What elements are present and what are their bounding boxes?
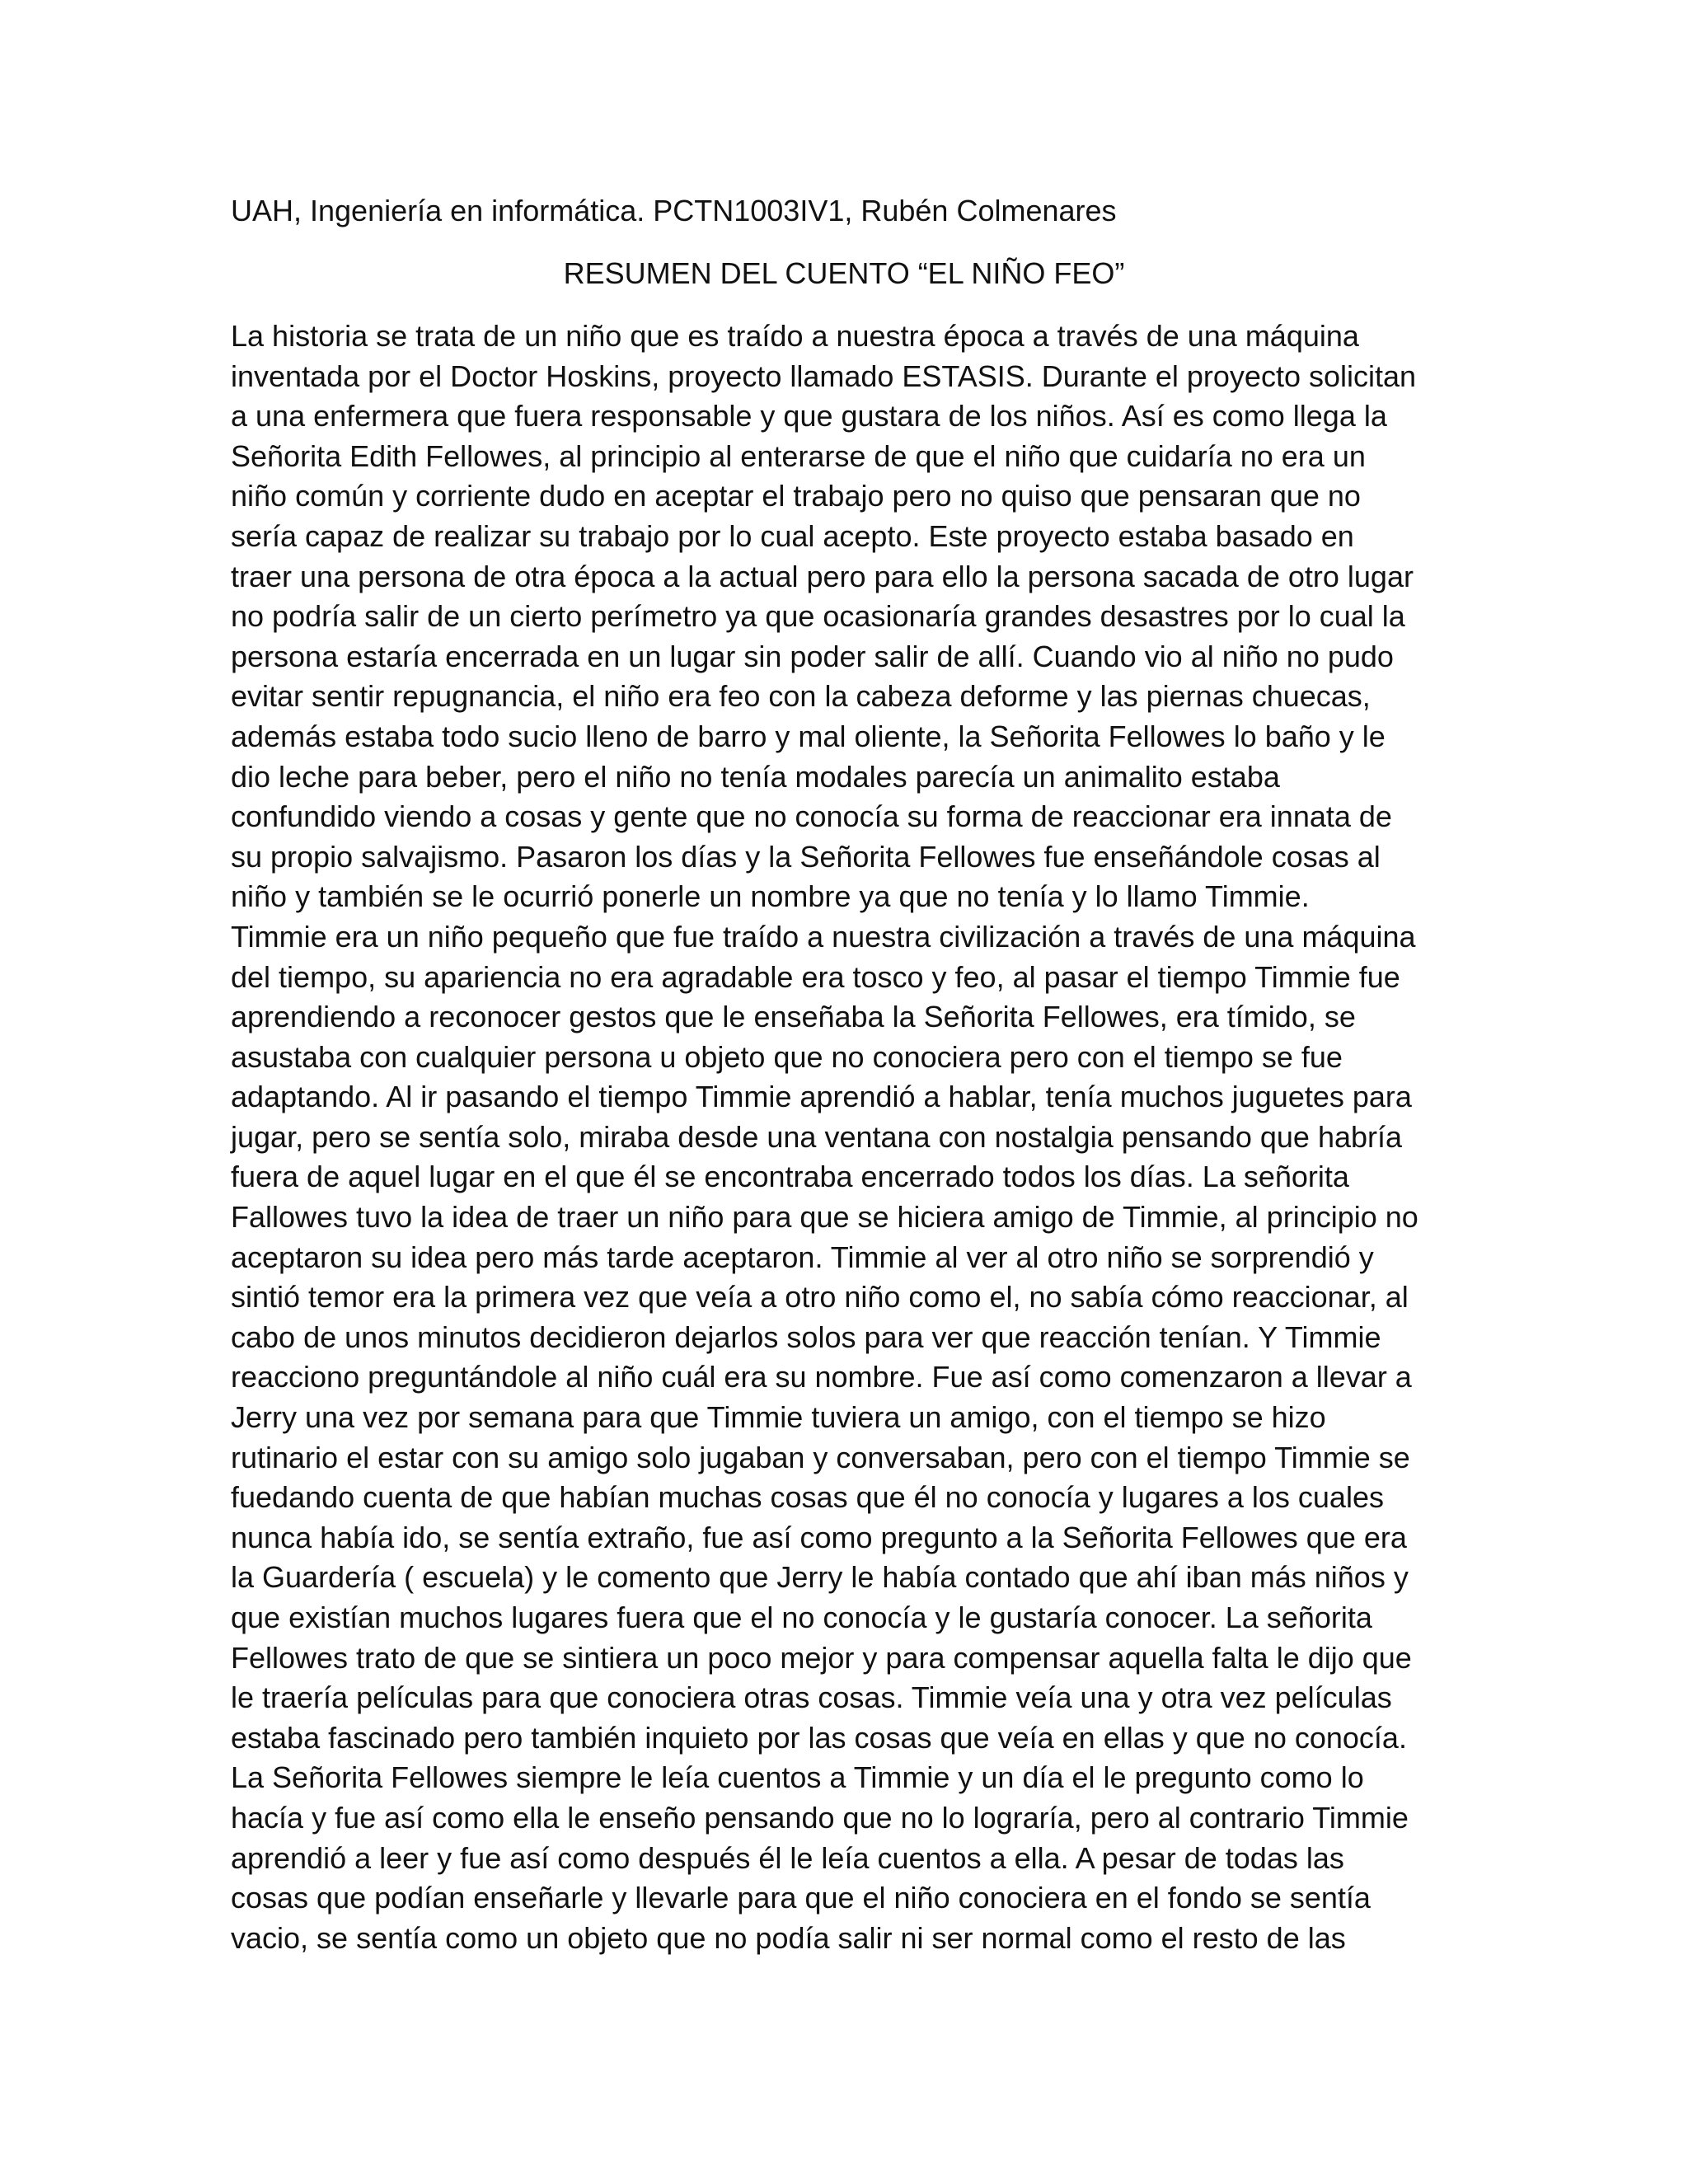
document-body — [231, 316, 1467, 1958]
body-line: estaba fascinado pero también inquieto por las cosas que veía en ellas y que no conocía. — [231, 1720, 1407, 1755]
body-line: Jerry una vez por semana para que Timmie tuviera un amigo, con el tiempo se hizo — [231, 1400, 1326, 1435]
body-line: La Señorita Fellowes siempre le leía cuentos a Timmie y un día el le pregunto como lo — [231, 1760, 1364, 1795]
body-line: hacía y fue así como ella le enseño pensando que no lo lograría, pero al contrario Timmie — [231, 1800, 1409, 1835]
body-line: Fellowes trato de que se sintiera un poco mejor y para compensar aquella falta le dijo que — [231, 1640, 1412, 1675]
body-line: niño y también se le ocurrió ponerle un nombre ya que no tenía y lo llamo Timmie. — [231, 879, 1310, 914]
body-line: aprendió a leer y fue así como después él le leía cuentos a ella. A pesar de todas las — [231, 1840, 1344, 1875]
body-line: le traería películas para que conociera otras cosas. Timmie veía una y otra vez películas — [231, 1680, 1392, 1715]
body-line: nunca había ido, se sentía extraño, fue así como pregunto a la Señorita Fellowes que era — [231, 1520, 1407, 1554]
body-line: persona estaría encerrada en un lugar sin poder salir de allí. Cuando vio al niño no pudo — [231, 639, 1394, 673]
body-line: reacciono preguntándole al niño cuál era su nombre. Fue así como comenzaron a llevar a — [231, 1360, 1412, 1394]
body-line: que existían muchos lugares fuera que el no conocía y le gustaría conocer. La señorita — [231, 1601, 1372, 1634]
document-title: RESUMEN DEL CUENTO “EL NIÑO FEO” — [563, 256, 1125, 290]
body-line: evitar sentir repugnancia, el niño era feo con la cabeza deforme y las piernas chuecas, — [231, 679, 1371, 714]
body-line: sintió temor era la primera vez que veía a otro niño como el, no sabía cómo reaccionar, al — [231, 1280, 1409, 1315]
body-line: jugar, pero se sentía solo, miraba desde una ventana con nostalgia pensando que habría — [231, 1119, 1403, 1154]
body-line: aprendiendo a reconocer gestos que le enseñaba la Señorita Fellowes, era tímido, se — [231, 1000, 1356, 1034]
body-line: cabo de unos minutos decidieron dejarlos solos para ver que reacción tenían. Y Timmie — [231, 1319, 1381, 1354]
body-line: Timmie era un niño pequeño que fue traído a nuestra civilización a través de una máquina — [231, 919, 1416, 954]
body-line: su propio salvajismo. Pasaron los días y la Señorita Fellowes fue enseñándole cosas al — [231, 839, 1381, 874]
body-line: niño común y corriente dudo en aceptar el trabajo pero no quiso que pensaran que no — [231, 479, 1361, 513]
body-line: dio leche para beber, pero el niño no tenía modales parecía un animalito estaba — [231, 759, 1280, 794]
body-line: Fallowes tuvo la idea de traer un niño para que se hiciera amigo de Timmie, al principio no — [231, 1200, 1418, 1235]
body-line: no podría salir de un cierto perímetro ya que ocasionaría grandes desastres por lo cual la — [231, 599, 1405, 634]
body-line: adaptando. Al ir pasando el tiempo Timmie aprendió a hablar, tenía muchos juguetes para — [231, 1080, 1412, 1114]
body-line: fuedando cuenta de que habían muchas cosas que él no conocía y lugares a los cuales — [231, 1480, 1384, 1515]
body-line: La historia se trata de un niño que es traído a nuestra época a través de una máquina — [231, 319, 1359, 353]
body-line: confundido viendo a cosas y gente que no conocía su forma de reaccionar era innata de — [231, 799, 1392, 834]
body-line: la Guardería ( escuela) y le comento que Jerry le había contado que ahí iban más niños y — [231, 1560, 1409, 1595]
body-line: a una enfermera que fuera responsable y que gustara de los niños. Así es como llega la — [231, 399, 1387, 434]
document-header: UAH, Ingeniería en informática. PCTN1003IV1, Rubén Colmenares — [231, 194, 1117, 227]
body-line: cosas que podían enseñarle y llevarle para que el niño conociera en el fondo se sentía — [231, 1881, 1371, 1915]
body-line: asustaba con cualquier persona u objeto que no conociera pero con el tiempo se fue — [231, 1039, 1343, 1074]
body-line: Señorita Edith Fellowes, al principio al enterarse de que el niño que cuidaría no era un — [231, 438, 1366, 473]
body-line: además estaba todo sucio lleno de barro y mal oliente, la Señorita Fellowes lo baño y le — [231, 719, 1386, 753]
body-line: aceptaron su idea pero más tarde aceptaron. Timmie al ver al otro niño se sorprendió y — [231, 1240, 1374, 1274]
body-line: rutinario el estar con su amigo solo jugaban y conversaban, pero con el tiempo Timmie se — [231, 1440, 1410, 1474]
body-line: del tiempo, su apariencia no era agradable era tosco y feo, al pasar el tiempo Timmie fue — [231, 959, 1400, 994]
body-line: fuera de aquel lugar en el que él se encontraba encerrado todos los días. La señorita — [231, 1160, 1349, 1194]
body-line: vacio, se sentía como un objeto que no podía salir ni ser normal como el resto de las — [231, 1920, 1346, 1955]
body-line: sería capaz de realizar su trabajo por lo cual acepto. Este proyecto estaba basado en — [231, 518, 1354, 553]
body-line: traer una persona de otra época a la actual pero para ello la persona sacada de otro lugar — [231, 559, 1414, 593]
body-line: inventada por el Doctor Hoskins, proyecto llamado ESTASIS. Durante el proyecto solicitan — [231, 359, 1417, 393]
